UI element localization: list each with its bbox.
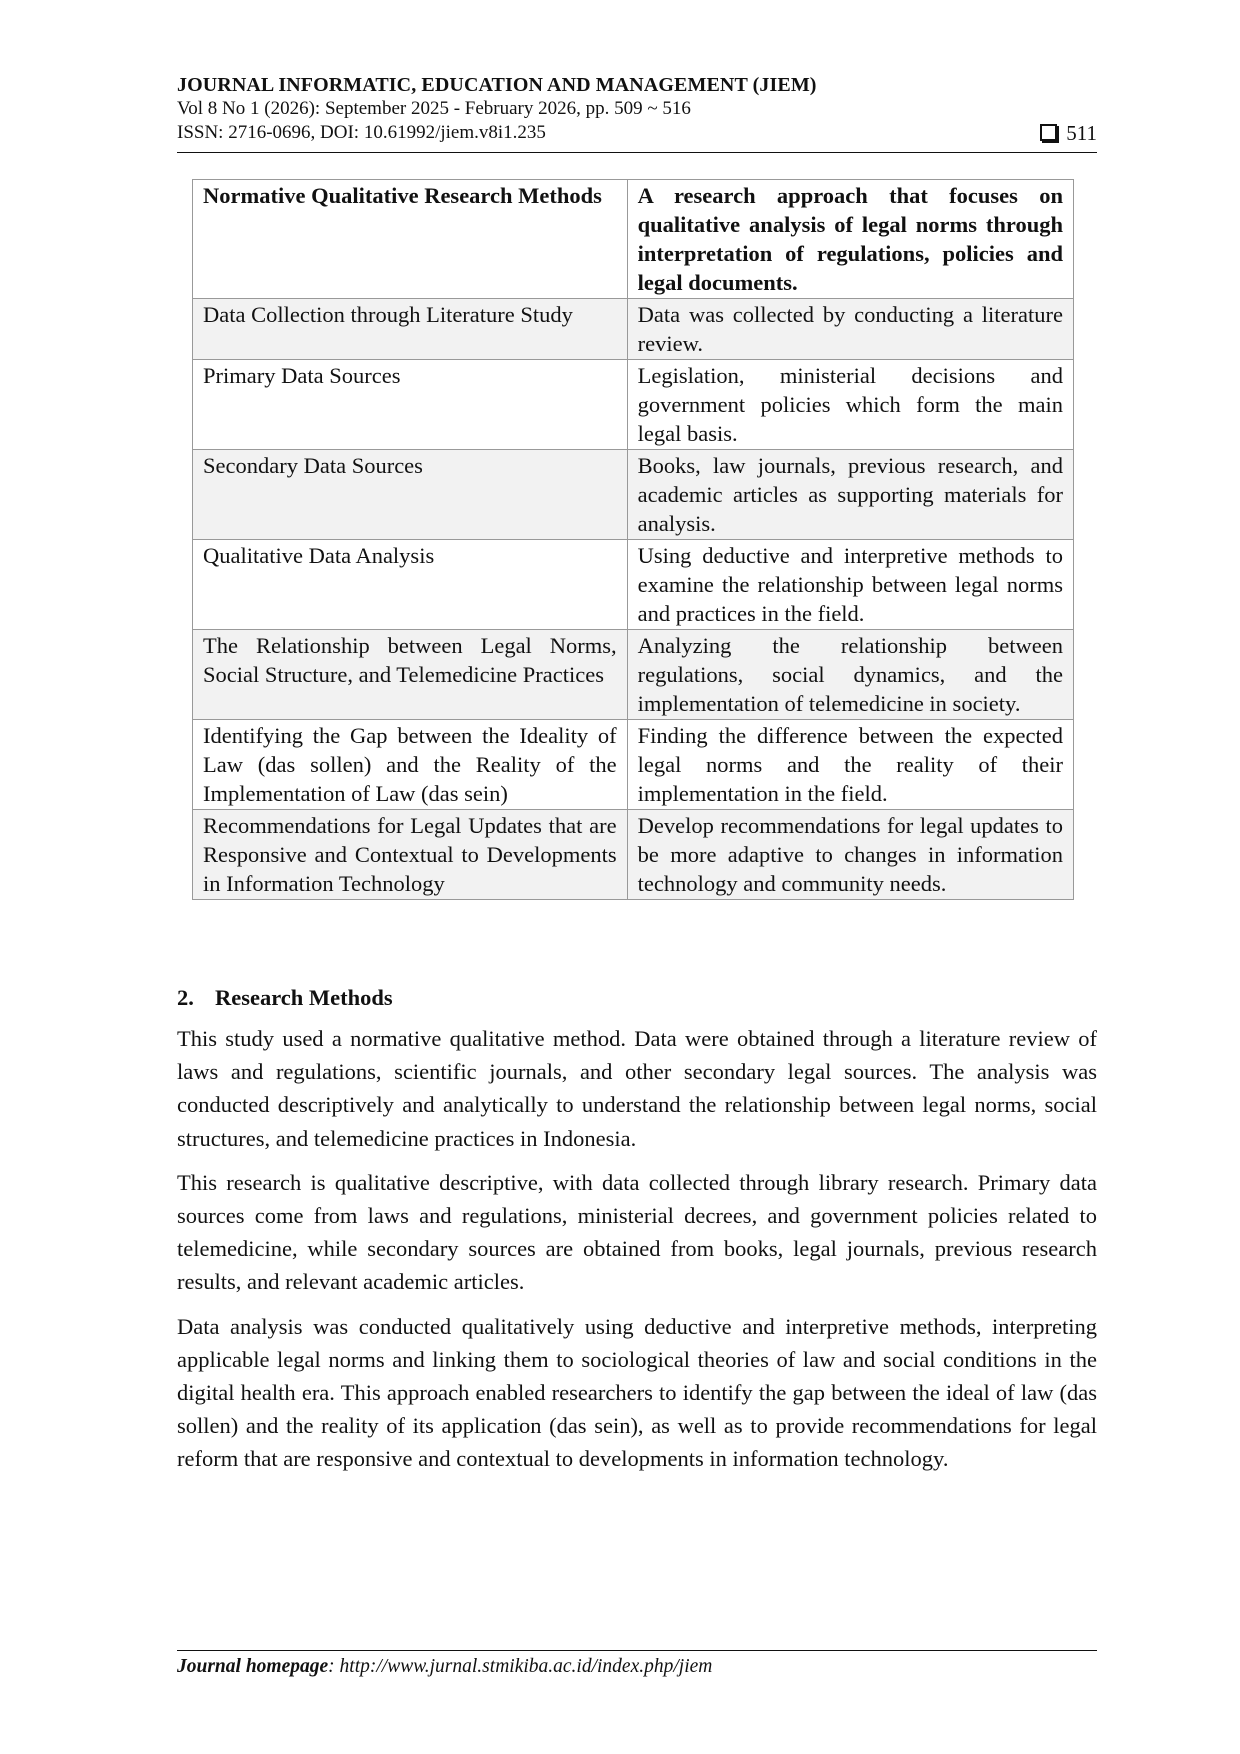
volume-info: Vol 8 No 1 (2026): September 2025 - February 2026, pp. 509 ~ 516 — [177, 98, 691, 119]
header-divider — [177, 152, 1097, 153]
table-cell-label: Qualitative Data Analysis — [193, 540, 628, 630]
section-heading — [177, 984, 393, 1012]
body-paragraph: This research is qualitative descriptive, with data collected through library research. Primary data sources come from laws and regulations, ministerial decrees, and government policies related to telemedicine, while secondary sources are obtained from books, legal journals, previous research results, and relevant academic articles. — [177, 1169, 1097, 1295]
table-cell-label: Normative Qualitative Research Methods — [193, 180, 628, 299]
table-cell-desc: Develop recommendations for legal updates to be more adaptive to changes in information technology and community needs. — [627, 810, 1073, 900]
table-cell-label: Identifying the Gap between the Ideality of Law (das sollen) and the Reality of the Implementation of Law (das sein) — [193, 720, 628, 810]
table-cell-label: Primary Data Sources — [193, 360, 628, 450]
table-cell-label: Recommendations for Legal Updates that are Responsive and Contextual to Developments in Information Technology — [193, 810, 628, 900]
section-body — [177, 1022, 1097, 1487]
table-cell-desc: Legislation, ministerial decisions and government policies which form the main legal basis. — [627, 360, 1073, 450]
page-number-text: 511 — [1066, 121, 1097, 145]
table-cell-desc: Using deductive and interpretive methods to examine the relationship between legal norms and practices in the field. — [627, 540, 1073, 630]
table-cell-label: Secondary Data Sources — [193, 450, 628, 540]
footer-url: : http://www.jurnal.stmikiba.ac.id/index.php/jiem — [328, 1656, 713, 1677]
table-row — [193, 450, 1074, 540]
table-cell-desc: Books, law journals, previous research, and academic articles as supporting materials for analysis. — [627, 450, 1073, 540]
footer-label: Journal homepage — [177, 1656, 329, 1677]
page-number — [1040, 121, 1097, 145]
body-paragraph: Data analysis was conducted qualitatively using deductive and interpretive methods, interpreting applicable legal norms and linking them to sociological theories of law and social conditions in the digital health era. This approach enabled researchers to identify the gap between the ideal of law (das sollen) and the reality of its application (das sein), as well as to provide recommendations for legal reform that are responsive and contextual to developments in information technology. — [177, 1313, 1097, 1472]
table-row — [193, 720, 1074, 810]
box-icon — [1040, 124, 1057, 141]
table-row — [193, 180, 1074, 299]
section-title: Research Methods — [215, 985, 393, 1010]
table-cell-label: The Relationship between Legal Norms, Social Structure, and Telemedicine Practices — [193, 630, 628, 720]
table-row — [193, 299, 1074, 360]
table-cell-desc: A research approach that focuses on qualitative analysis of legal norms through interpretation of regulations, policies and legal documents. — [627, 180, 1073, 299]
table-row — [193, 540, 1074, 630]
table-cell-label: Data Collection through Literature Study — [193, 299, 628, 360]
table-cell-desc: Data was collected by conducting a literature review. — [627, 299, 1073, 360]
section-number: 2. — [177, 985, 194, 1010]
journal-title: JOURNAL INFORMATIC, EDUCATION AND MANAGEMENT (JIEM) — [177, 74, 817, 96]
table-cell-desc: Finding the difference between the expected legal norms and the reality of their implementation in the field. — [627, 720, 1073, 810]
body-paragraph: This study used a normative qualitative method. Data were obtained through a literature review of laws and regulations, scientific journals, and other secondary legal sources. The analysis was conducted descriptively and analytically to understand the relationship between legal norms, social structures, and telemedicine practices in Indonesia. — [177, 1026, 1097, 1151]
table-row — [193, 360, 1074, 450]
footer-divider — [177, 1650, 1097, 1651]
table-row — [193, 630, 1074, 720]
running-header — [177, 73, 1097, 145]
methods-table — [192, 179, 1074, 900]
issn-doi: ISSN: 2716-0696, DOI: 10.61992/jiem.v8i1.235 — [177, 122, 546, 143]
footer — [177, 1655, 712, 1679]
table-row — [193, 810, 1074, 900]
table-cell-desc: Analyzing the relationship between regulations, social dynamics, and the implementation of telemedicine in society. — [627, 630, 1073, 720]
